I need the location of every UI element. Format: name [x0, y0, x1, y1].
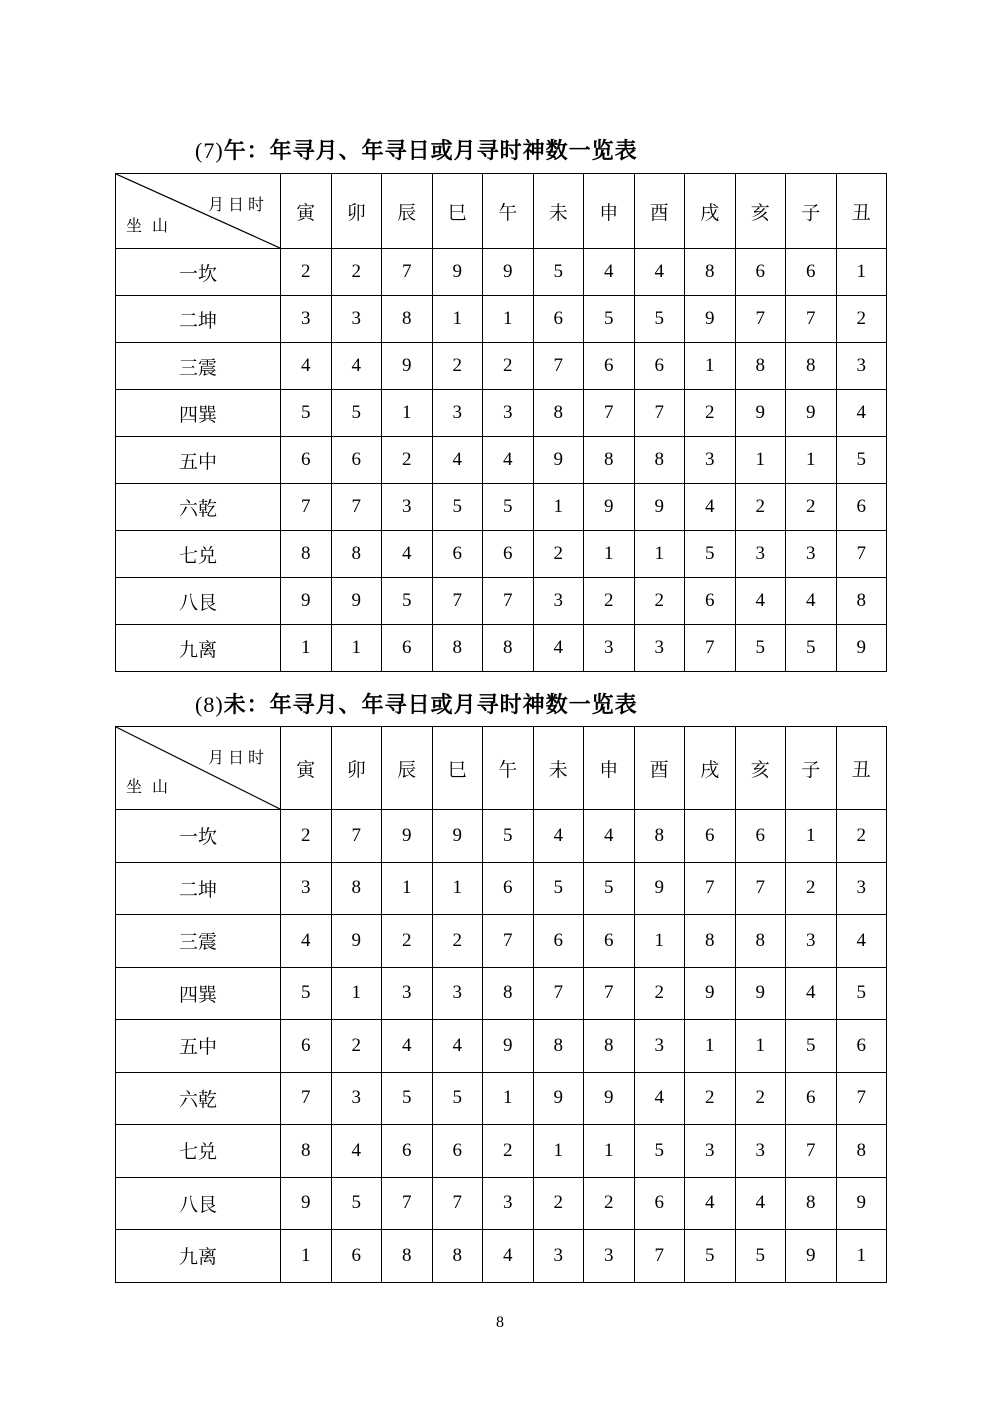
- table-cell: 1: [281, 1230, 332, 1283]
- table-cell: 6: [533, 296, 584, 343]
- row-label: 五中: [116, 437, 281, 484]
- table-cell: 1: [786, 810, 837, 863]
- table-cell: 2: [331, 249, 382, 296]
- row-label: 七兑: [116, 1125, 281, 1178]
- corner-top-label: 月日时: [207, 748, 268, 767]
- table-cell: 1: [584, 1125, 635, 1178]
- table-cell: 8: [432, 625, 483, 672]
- table-cell: 7: [685, 625, 736, 672]
- table-cell: 6: [634, 343, 685, 390]
- column-header: 子: [786, 727, 837, 810]
- row-label: 三震: [116, 915, 281, 968]
- table-cell: 1: [685, 1020, 736, 1073]
- table-row: [116, 390, 887, 437]
- table-cell: 9: [483, 1020, 534, 1073]
- table-cell: 7: [533, 343, 584, 390]
- table-cell: 6: [836, 1020, 887, 1073]
- table-cell: 7: [483, 578, 534, 625]
- table-cell: 3: [331, 1072, 382, 1125]
- table-cell: 4: [735, 578, 786, 625]
- table-cell: 1: [331, 625, 382, 672]
- table-cell: 1: [685, 343, 736, 390]
- table-cell: 6: [584, 343, 635, 390]
- table-cell: 5: [382, 578, 433, 625]
- row-label: 九离: [116, 625, 281, 672]
- table-cell: 4: [836, 390, 887, 437]
- table-cell: 9: [685, 296, 736, 343]
- table-cell: 8: [281, 531, 332, 578]
- table-cell: 2: [735, 484, 786, 531]
- row-label: 五中: [116, 1020, 281, 1073]
- table-cell: 3: [331, 296, 382, 343]
- table-cell: 6: [382, 1125, 433, 1178]
- table-cell: 9: [331, 578, 382, 625]
- table-cell: 5: [685, 1230, 736, 1283]
- table-row: [116, 1177, 887, 1230]
- table-cell: 2: [584, 578, 635, 625]
- table-cell: 8: [483, 967, 534, 1020]
- table-cell: 5: [281, 390, 332, 437]
- column-header: 辰: [382, 174, 433, 249]
- table-cell: 4: [836, 915, 887, 968]
- table-cell: 7: [584, 967, 635, 1020]
- table-cell: 8: [634, 437, 685, 484]
- table-cell: 1: [836, 249, 887, 296]
- table-cell: 7: [634, 1230, 685, 1283]
- table-cell: 2: [735, 1072, 786, 1125]
- table-8-title-number: (8): [195, 692, 224, 717]
- table-row: [116, 249, 887, 296]
- table-cell: 8: [584, 1020, 635, 1073]
- table-cell: 3: [685, 1125, 736, 1178]
- table-cell: 5: [281, 967, 332, 1020]
- table-cell: 6: [634, 1177, 685, 1230]
- table-cell: 9: [281, 578, 332, 625]
- table-cell: 3: [432, 967, 483, 1020]
- table-cell: 3: [483, 390, 534, 437]
- table-cell: 7: [685, 862, 736, 915]
- table-cell: 3: [382, 967, 433, 1020]
- table-cell: 7: [483, 915, 534, 968]
- table-cell: 4: [483, 1230, 534, 1283]
- column-header: 午: [483, 727, 534, 810]
- table-cell: 7: [836, 531, 887, 578]
- table-cell: 4: [735, 1177, 786, 1230]
- table-cell: 7: [584, 390, 635, 437]
- row-label: 八艮: [116, 1177, 281, 1230]
- table-cell: 7: [533, 967, 584, 1020]
- table-cell: 5: [836, 967, 887, 1020]
- table-cell: 6: [786, 1072, 837, 1125]
- table-cell: 5: [331, 1177, 382, 1230]
- table-cell: 6: [735, 249, 786, 296]
- table-cell: 2: [836, 810, 887, 863]
- table-cell: 3: [836, 343, 887, 390]
- table-cell: 7: [382, 1177, 433, 1230]
- header-row: [116, 174, 887, 249]
- table-cell: 1: [432, 296, 483, 343]
- table-cell: 8: [685, 915, 736, 968]
- column-header: 未: [533, 174, 584, 249]
- table-cell: 6: [331, 437, 382, 484]
- table-cell: 2: [533, 1177, 584, 1230]
- table-cell: 5: [735, 1230, 786, 1283]
- table-7: [115, 173, 887, 672]
- table-cell: 3: [533, 1230, 584, 1283]
- column-header: 巳: [432, 727, 483, 810]
- table-cell: 2: [685, 390, 736, 437]
- table-cell: 3: [735, 531, 786, 578]
- row-label: 六乾: [116, 484, 281, 531]
- table-cell: 3: [281, 862, 332, 915]
- table-cell: 4: [634, 1072, 685, 1125]
- table-cell: 9: [786, 1230, 837, 1283]
- table-cell: 6: [836, 484, 887, 531]
- table-cell: 8: [281, 1125, 332, 1178]
- column-header: 辰: [382, 727, 433, 810]
- table-cell: 3: [634, 625, 685, 672]
- table-7-title-text: 午：年寻月、年寻日或月寻时神数一览表: [223, 139, 638, 164]
- table-cell: 1: [382, 390, 433, 437]
- table-row: [116, 1125, 887, 1178]
- table-cell: 7: [382, 249, 433, 296]
- table-cell: 9: [432, 249, 483, 296]
- table-cell: 9: [735, 967, 786, 1020]
- table-cell: 2: [483, 343, 534, 390]
- row-label: 二坤: [116, 862, 281, 915]
- table-cell: 5: [533, 862, 584, 915]
- column-header: 午: [483, 174, 534, 249]
- table-cell: 1: [432, 862, 483, 915]
- table-cell: 4: [432, 1020, 483, 1073]
- table-cell: 4: [533, 625, 584, 672]
- table-cell: 7: [786, 296, 837, 343]
- row-label: 九离: [116, 1230, 281, 1283]
- table-cell: 3: [836, 862, 887, 915]
- table-cell: 9: [685, 967, 736, 1020]
- table-cell: 4: [634, 249, 685, 296]
- table-7-title: [195, 134, 638, 165]
- table-row: [116, 531, 887, 578]
- table-cell: 8: [735, 915, 786, 968]
- table-cell: 2: [432, 343, 483, 390]
- table-cell: 1: [634, 915, 685, 968]
- corner-cell: [116, 727, 281, 810]
- table-cell: 8: [836, 578, 887, 625]
- table-cell: 8: [786, 1177, 837, 1230]
- table-cell: 1: [533, 484, 584, 531]
- table-cell: 9: [432, 810, 483, 863]
- table-cell: 7: [432, 1177, 483, 1230]
- table-cell: 4: [432, 437, 483, 484]
- table-cell: 2: [634, 578, 685, 625]
- table-cell: 4: [584, 249, 635, 296]
- table-row: [116, 967, 887, 1020]
- table-cell: 5: [432, 484, 483, 531]
- table-cell: 8: [533, 390, 584, 437]
- table-row: [116, 1020, 887, 1073]
- table-cell: 8: [432, 1230, 483, 1283]
- column-header: 卯: [331, 727, 382, 810]
- table-cell: 3: [735, 1125, 786, 1178]
- table-cell: 6: [331, 1230, 382, 1283]
- table-row: [116, 810, 887, 863]
- table-cell: 2: [634, 967, 685, 1020]
- table-row: [116, 578, 887, 625]
- table-cell: 9: [634, 484, 685, 531]
- table-cell: 5: [836, 437, 887, 484]
- table-cell: 4: [786, 967, 837, 1020]
- table-cell: 1: [483, 296, 534, 343]
- row-label: 四巽: [116, 967, 281, 1020]
- table-cell: 8: [382, 1230, 433, 1283]
- table-cell: 7: [331, 810, 382, 863]
- table-cell: 2: [432, 915, 483, 968]
- table-cell: 1: [331, 967, 382, 1020]
- table-cell: 5: [382, 1072, 433, 1125]
- table-cell: 4: [382, 531, 433, 578]
- table-cell: 9: [836, 1177, 887, 1230]
- table-cell: 1: [735, 437, 786, 484]
- table-cell: 3: [634, 1020, 685, 1073]
- table-cell: 3: [786, 915, 837, 968]
- corner-top-label: 月日时: [207, 195, 268, 214]
- column-header: 申: [584, 727, 635, 810]
- table-cell: 3: [533, 578, 584, 625]
- table-cell: 9: [584, 1072, 635, 1125]
- table-cell: 8: [786, 343, 837, 390]
- table-cell: 5: [634, 1125, 685, 1178]
- table-cell: 9: [786, 390, 837, 437]
- table-cell: 9: [382, 810, 433, 863]
- table-7-title-number: (7): [195, 138, 224, 163]
- column-header: 申: [584, 174, 635, 249]
- column-header: 酉: [634, 174, 685, 249]
- table-cell: 4: [685, 1177, 736, 1230]
- table-cell: 6: [382, 625, 433, 672]
- column-header: 丑: [836, 174, 887, 249]
- column-header: 未: [533, 727, 584, 810]
- table-cell: 6: [483, 531, 534, 578]
- column-header: 戌: [685, 727, 736, 810]
- table-cell: 1: [786, 437, 837, 484]
- table-row: [116, 1072, 887, 1125]
- table-cell: 8: [584, 437, 635, 484]
- table-cell: 7: [735, 862, 786, 915]
- table-cell: 3: [685, 437, 736, 484]
- table-cell: 3: [786, 531, 837, 578]
- row-label: 四巽: [116, 390, 281, 437]
- table-cell: 7: [634, 390, 685, 437]
- table-cell: 1: [281, 625, 332, 672]
- table-cell: 7: [735, 296, 786, 343]
- table-cell: 2: [382, 437, 433, 484]
- table-cell: 6: [281, 1020, 332, 1073]
- table-cell: 5: [685, 531, 736, 578]
- table-cell: 9: [735, 390, 786, 437]
- table-cell: 9: [584, 484, 635, 531]
- corner-bottom-label: 坐山: [126, 216, 179, 235]
- table-cell: 5: [533, 249, 584, 296]
- table-cell: 8: [331, 531, 382, 578]
- table-cell: 6: [735, 810, 786, 863]
- table-cell: 9: [382, 343, 433, 390]
- row-label: 二坤: [116, 296, 281, 343]
- table-cell: 7: [281, 1072, 332, 1125]
- table-cell: 5: [483, 810, 534, 863]
- table-cell: 5: [786, 1020, 837, 1073]
- table-cell: 9: [533, 437, 584, 484]
- table-cell: 2: [836, 296, 887, 343]
- table-cell: 3: [483, 1177, 534, 1230]
- table-cell: 7: [331, 484, 382, 531]
- table-cell: 3: [382, 484, 433, 531]
- column-header: 巳: [432, 174, 483, 249]
- table-cell: 6: [432, 531, 483, 578]
- row-label: 三震: [116, 343, 281, 390]
- table-cell: 5: [786, 625, 837, 672]
- header-row: [116, 727, 887, 810]
- table-cell: 4: [786, 578, 837, 625]
- table-cell: 2: [584, 1177, 635, 1230]
- table-cell: 6: [483, 862, 534, 915]
- table-cell: 4: [533, 810, 584, 863]
- row-label: 一坎: [116, 810, 281, 863]
- table-cell: 3: [584, 1230, 635, 1283]
- column-header: 亥: [735, 727, 786, 810]
- row-label: 八艮: [116, 578, 281, 625]
- table-8-title-text: 未：年寻月、年寻日或月寻时神数一览表: [223, 693, 638, 718]
- table-cell: 4: [584, 810, 635, 863]
- table-cell: 8: [836, 1125, 887, 1178]
- table-cell: 6: [685, 810, 736, 863]
- table-cell: 4: [281, 915, 332, 968]
- table-row: [116, 862, 887, 915]
- table-cell: 9: [483, 249, 534, 296]
- table-row: [116, 296, 887, 343]
- row-label: 七兑: [116, 531, 281, 578]
- table-cell: 1: [533, 1125, 584, 1178]
- table-cell: 8: [735, 343, 786, 390]
- table-row: [116, 343, 887, 390]
- table-cell: 6: [584, 915, 635, 968]
- table-cell: 3: [432, 390, 483, 437]
- column-header: 戌: [685, 174, 736, 249]
- table-cell: 6: [786, 249, 837, 296]
- table-cell: 8: [382, 296, 433, 343]
- table-cell: 2: [685, 1072, 736, 1125]
- table-cell: 6: [281, 437, 332, 484]
- table-cell: 8: [331, 862, 382, 915]
- table-cell: 1: [735, 1020, 786, 1073]
- table-row: [116, 625, 887, 672]
- table-row: [116, 484, 887, 531]
- column-header: 丑: [836, 727, 887, 810]
- table-cell: 4: [382, 1020, 433, 1073]
- table-cell: 5: [735, 625, 786, 672]
- column-header: 子: [786, 174, 837, 249]
- table-cell: 6: [432, 1125, 483, 1178]
- table-cell: 5: [331, 390, 382, 437]
- table-cell: 2: [281, 249, 332, 296]
- table-cell: 3: [584, 625, 635, 672]
- table-cell: 1: [584, 531, 635, 578]
- table-cell: 2: [331, 1020, 382, 1073]
- table-cell: 2: [483, 1125, 534, 1178]
- table-cell: 4: [331, 343, 382, 390]
- column-header: 亥: [735, 174, 786, 249]
- table-cell: 6: [685, 578, 736, 625]
- table-cell: 2: [533, 531, 584, 578]
- corner-cell: [116, 174, 281, 249]
- table-cell: 1: [483, 1072, 534, 1125]
- table-cell: 8: [634, 810, 685, 863]
- table-cell: 7: [281, 484, 332, 531]
- table-cell: 4: [483, 437, 534, 484]
- table-cell: 9: [634, 862, 685, 915]
- table-cell: 4: [331, 1125, 382, 1178]
- table-row: [116, 915, 887, 968]
- table-cell: 1: [836, 1230, 887, 1283]
- table-cell: 8: [483, 625, 534, 672]
- page-number: 8: [496, 1314, 504, 1331]
- table-cell: 4: [685, 484, 736, 531]
- table-cell: 5: [634, 296, 685, 343]
- table-8: [115, 726, 887, 1283]
- table-cell: 8: [685, 249, 736, 296]
- table-row: [116, 1230, 887, 1283]
- table-cell: 5: [432, 1072, 483, 1125]
- table-cell: 2: [786, 484, 837, 531]
- column-header: 酉: [634, 727, 685, 810]
- table-cell: 3: [281, 296, 332, 343]
- table-cell: 9: [836, 625, 887, 672]
- table-8-title: [195, 688, 638, 719]
- table-cell: 7: [786, 1125, 837, 1178]
- table-cell: 5: [483, 484, 534, 531]
- table-cell: 1: [382, 862, 433, 915]
- table-cell: 4: [281, 343, 332, 390]
- row-label: 一坎: [116, 249, 281, 296]
- table-cell: 1: [634, 531, 685, 578]
- table-cell: 9: [331, 915, 382, 968]
- column-header: 寅: [281, 727, 332, 810]
- table-cell: 6: [533, 915, 584, 968]
- table-cell: 9: [533, 1072, 584, 1125]
- table-cell: 2: [281, 810, 332, 863]
- table-cell: 7: [432, 578, 483, 625]
- column-header: 卯: [331, 174, 382, 249]
- column-header: 寅: [281, 174, 332, 249]
- table-cell: 9: [281, 1177, 332, 1230]
- table-cell: 5: [584, 296, 635, 343]
- table-cell: 2: [382, 915, 433, 968]
- table-cell: 8: [533, 1020, 584, 1073]
- table-row: [116, 437, 887, 484]
- table-cell: 2: [786, 862, 837, 915]
- table-cell: 5: [584, 862, 635, 915]
- row-label: 六乾: [116, 1072, 281, 1125]
- corner-bottom-label: 坐山: [126, 777, 179, 796]
- table-cell: 7: [836, 1072, 887, 1125]
